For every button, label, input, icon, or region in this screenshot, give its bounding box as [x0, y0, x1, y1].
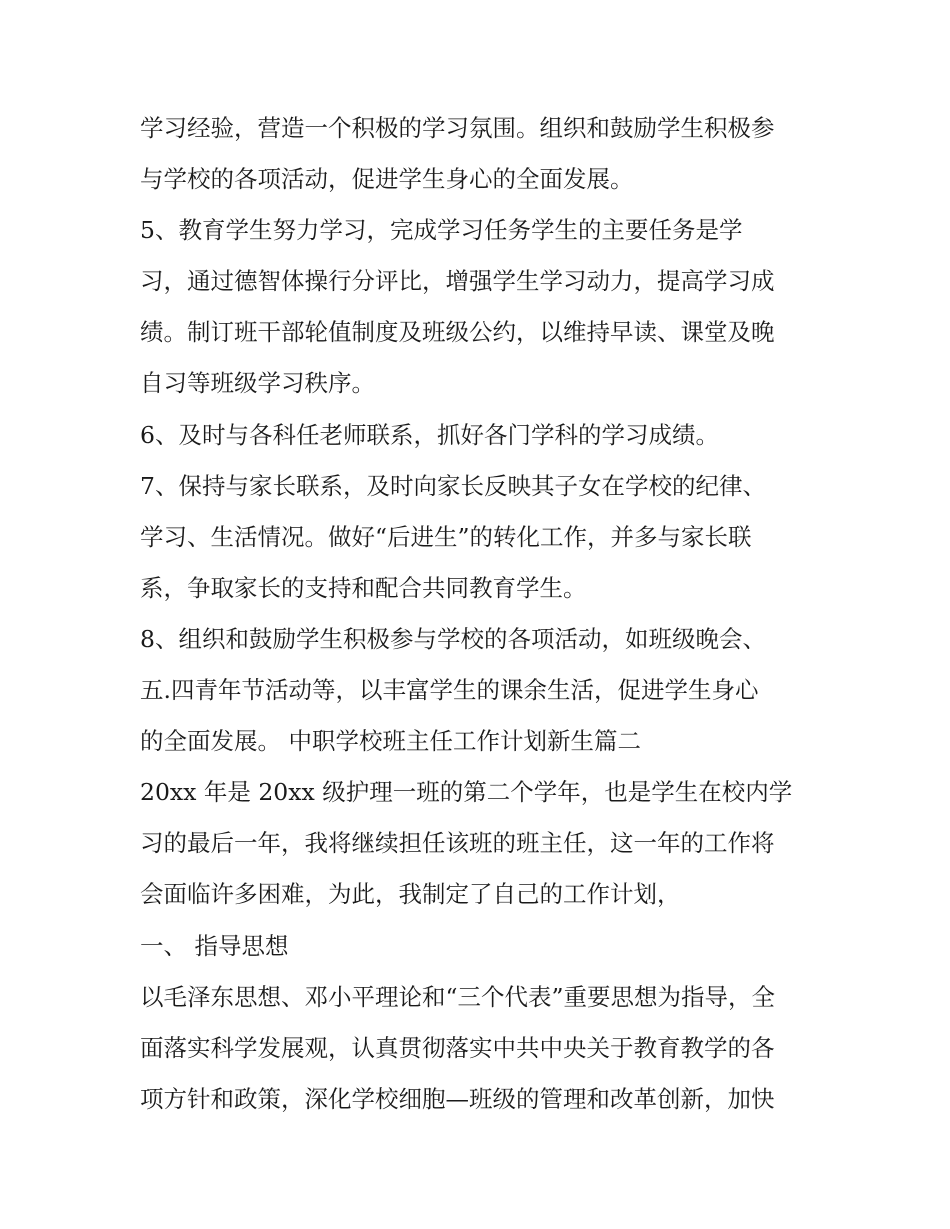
section-heading: 一、 指导思想 [140, 931, 289, 960]
paragraph-line: 学习经验，营造一个积极的学习氛围。组织和鼓励学生积极参 [140, 114, 775, 142]
paragraph-line: 与学校的各项活动，促进学生身心的全面发展。 [140, 165, 634, 194]
paragraph-line: 8、组织和鼓励学生积极参与学校的各项活动，如班级晚会、 [140, 624, 766, 653]
paragraph-line: 会面临许多困难，为此，我制定了自己的工作计划， [140, 880, 681, 909]
paragraph-line: 6、及时与各科任老师联系，抓好各门学科的学习成绩。 [140, 420, 719, 449]
paragraph-line: 学习、生活情况。做好“后进生”的转化工作，并多与家长联 [140, 522, 752, 551]
document-body [140, 103, 820, 1125]
paragraph-line: 习的最后一年，我将继续担任该班的班主任，这一年的工作将 [140, 829, 775, 858]
paragraph-line: 五.四青年节活动等，以丰富学生的课余生活，促进学生身心 [140, 676, 759, 705]
paragraph-line: 面落实科学发展观，认真贯彻落实中共中央关于教育教学的各 [140, 1033, 775, 1062]
paragraph-line: 习，通过德智体操行分评比，增强学生学习动力，提高学习成 [140, 267, 775, 296]
paragraph-line: 5、教育学生努力学习，完成学习任务学生的主要任务是学 [140, 216, 743, 245]
paragraph-line: 20xx 年是 20xx 级护理一班的第二个学年，也是学生在校内学 [140, 778, 793, 807]
paragraph-line: 自习等班级学习秩序。 [140, 369, 375, 398]
paragraph-line: 系，争取家长的支持和配合共同教育学生。 [140, 573, 587, 602]
paragraph-line: 绩。制订班干部轮值制度及班级公约，以维持早读、课堂及晚 [140, 318, 775, 347]
paragraph-line: 的全面发展。 中职学校班主任工作计划新生篇二 [140, 727, 641, 756]
paragraph-line: 项方针和政策，深化学校细胞—班级的管理和改革创新，加快 [140, 1084, 775, 1113]
paragraph-line: 7、保持与家长联系，及时向家长反映其子女在学校的纪律、 [140, 471, 766, 500]
paragraph-line: 以毛泽东思想、邓小平理论和“三个代表”重要思想为指导，全 [140, 982, 776, 1011]
